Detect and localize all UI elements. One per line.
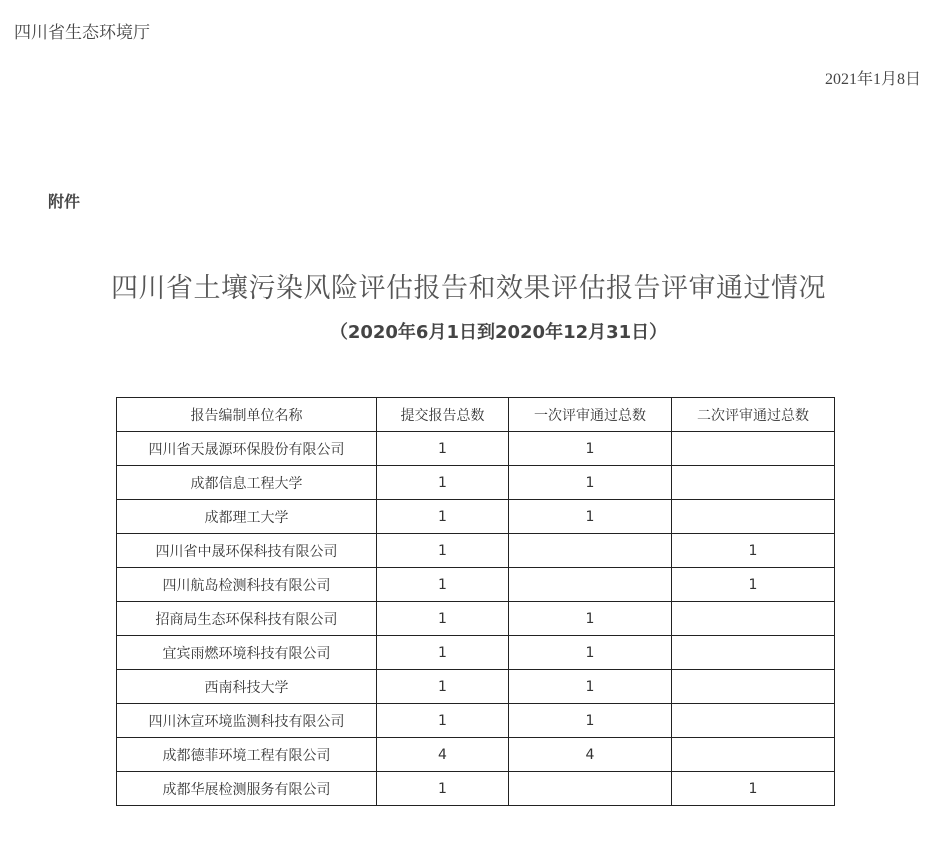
- cell-submitted-total: 1: [377, 670, 509, 704]
- cell-second-review-passed: [672, 466, 835, 500]
- document-date: 2021年1月8日: [824, 71, 921, 88]
- cell-submitted-total: 1: [377, 466, 509, 500]
- cell-unit-name: 成都华展检测服务有限公司: [117, 772, 377, 806]
- cell-submitted-total: 1: [377, 568, 509, 602]
- cell-second-review-passed: 1: [672, 534, 835, 568]
- table-row: [117, 602, 835, 636]
- cell-submitted-total: 1: [377, 602, 509, 636]
- cell-submitted-total: 1: [377, 772, 509, 806]
- cell-second-review-passed: [672, 670, 835, 704]
- table-row: [117, 466, 835, 500]
- cell-second-review-passed: 1: [672, 568, 835, 602]
- cell-unit-name: 四川沐宣环境监测科技有限公司: [117, 704, 377, 738]
- cell-submitted-total: 1: [377, 704, 509, 738]
- table-row: [117, 738, 835, 772]
- table-row: [117, 704, 835, 738]
- column-header-unit-name: 报告编制单位名称: [117, 398, 377, 432]
- organization-name: 四川省生态环境厅: [14, 23, 150, 43]
- column-header-submitted-total: 提交报告总数: [377, 398, 509, 432]
- cell-unit-name: 成都德菲环境工程有限公司: [117, 738, 377, 772]
- cell-unit-name: 四川省天晟源环保股份有限公司: [117, 432, 377, 466]
- column-header-second-review-passed: 二次评审通过总数: [672, 398, 835, 432]
- table-row: [117, 432, 835, 466]
- cell-first-review-passed: 1: [509, 670, 672, 704]
- cell-first-review-passed: [509, 568, 672, 602]
- cell-second-review-passed: [672, 738, 835, 772]
- cell-unit-name: 成都信息工程大学: [117, 466, 377, 500]
- date-range-subtitle: （2020年6月1日到2020年12月31日）: [329, 322, 668, 343]
- cell-unit-name: 四川省中晟环保科技有限公司: [117, 534, 377, 568]
- cell-submitted-total: 1: [377, 534, 509, 568]
- table-row: [117, 568, 835, 602]
- cell-submitted-total: 1: [377, 636, 509, 670]
- cell-first-review-passed: 1: [509, 500, 672, 534]
- cell-submitted-total: 1: [377, 500, 509, 534]
- table-row: [117, 534, 835, 568]
- attachment-label: 附件: [48, 192, 81, 211]
- cell-unit-name: 西南科技大学: [117, 670, 377, 704]
- cell-submitted-total: 4: [377, 738, 509, 772]
- cell-unit-name: 四川航岛检测科技有限公司: [117, 568, 377, 602]
- cell-second-review-passed: [672, 602, 835, 636]
- cell-second-review-passed: [672, 500, 835, 534]
- cell-unit-name: 招商局生态环保科技有限公司: [117, 602, 377, 636]
- cell-first-review-passed: [509, 534, 672, 568]
- cell-second-review-passed: [672, 432, 835, 466]
- cell-first-review-passed: 1: [509, 432, 672, 466]
- cell-second-review-passed: [672, 704, 835, 738]
- cell-first-review-passed: 1: [509, 466, 672, 500]
- column-header-first-review-passed: 一次评审通过总数: [509, 398, 672, 432]
- cell-submitted-total: 1: [377, 432, 509, 466]
- cell-first-review-passed: [509, 772, 672, 806]
- table-body: [117, 432, 835, 806]
- table-row: [117, 500, 835, 534]
- table-row: [117, 670, 835, 704]
- table-row: [117, 772, 835, 806]
- cell-unit-name: 宜宾雨燃环境科技有限公司: [117, 636, 377, 670]
- cell-unit-name: 成都理工大学: [117, 500, 377, 534]
- review-results-table: [116, 397, 835, 806]
- cell-first-review-passed: 1: [509, 704, 672, 738]
- cell-second-review-passed: [672, 636, 835, 670]
- page-title: 四川省土壤污染风险评估报告和效果评估报告评审通过情况: [111, 273, 826, 304]
- cell-first-review-passed: 1: [509, 636, 672, 670]
- cell-second-review-passed: 1: [672, 772, 835, 806]
- table-row: [117, 636, 835, 670]
- table-header-row: [117, 398, 835, 432]
- cell-first-review-passed: 4: [509, 738, 672, 772]
- cell-first-review-passed: 1: [509, 602, 672, 636]
